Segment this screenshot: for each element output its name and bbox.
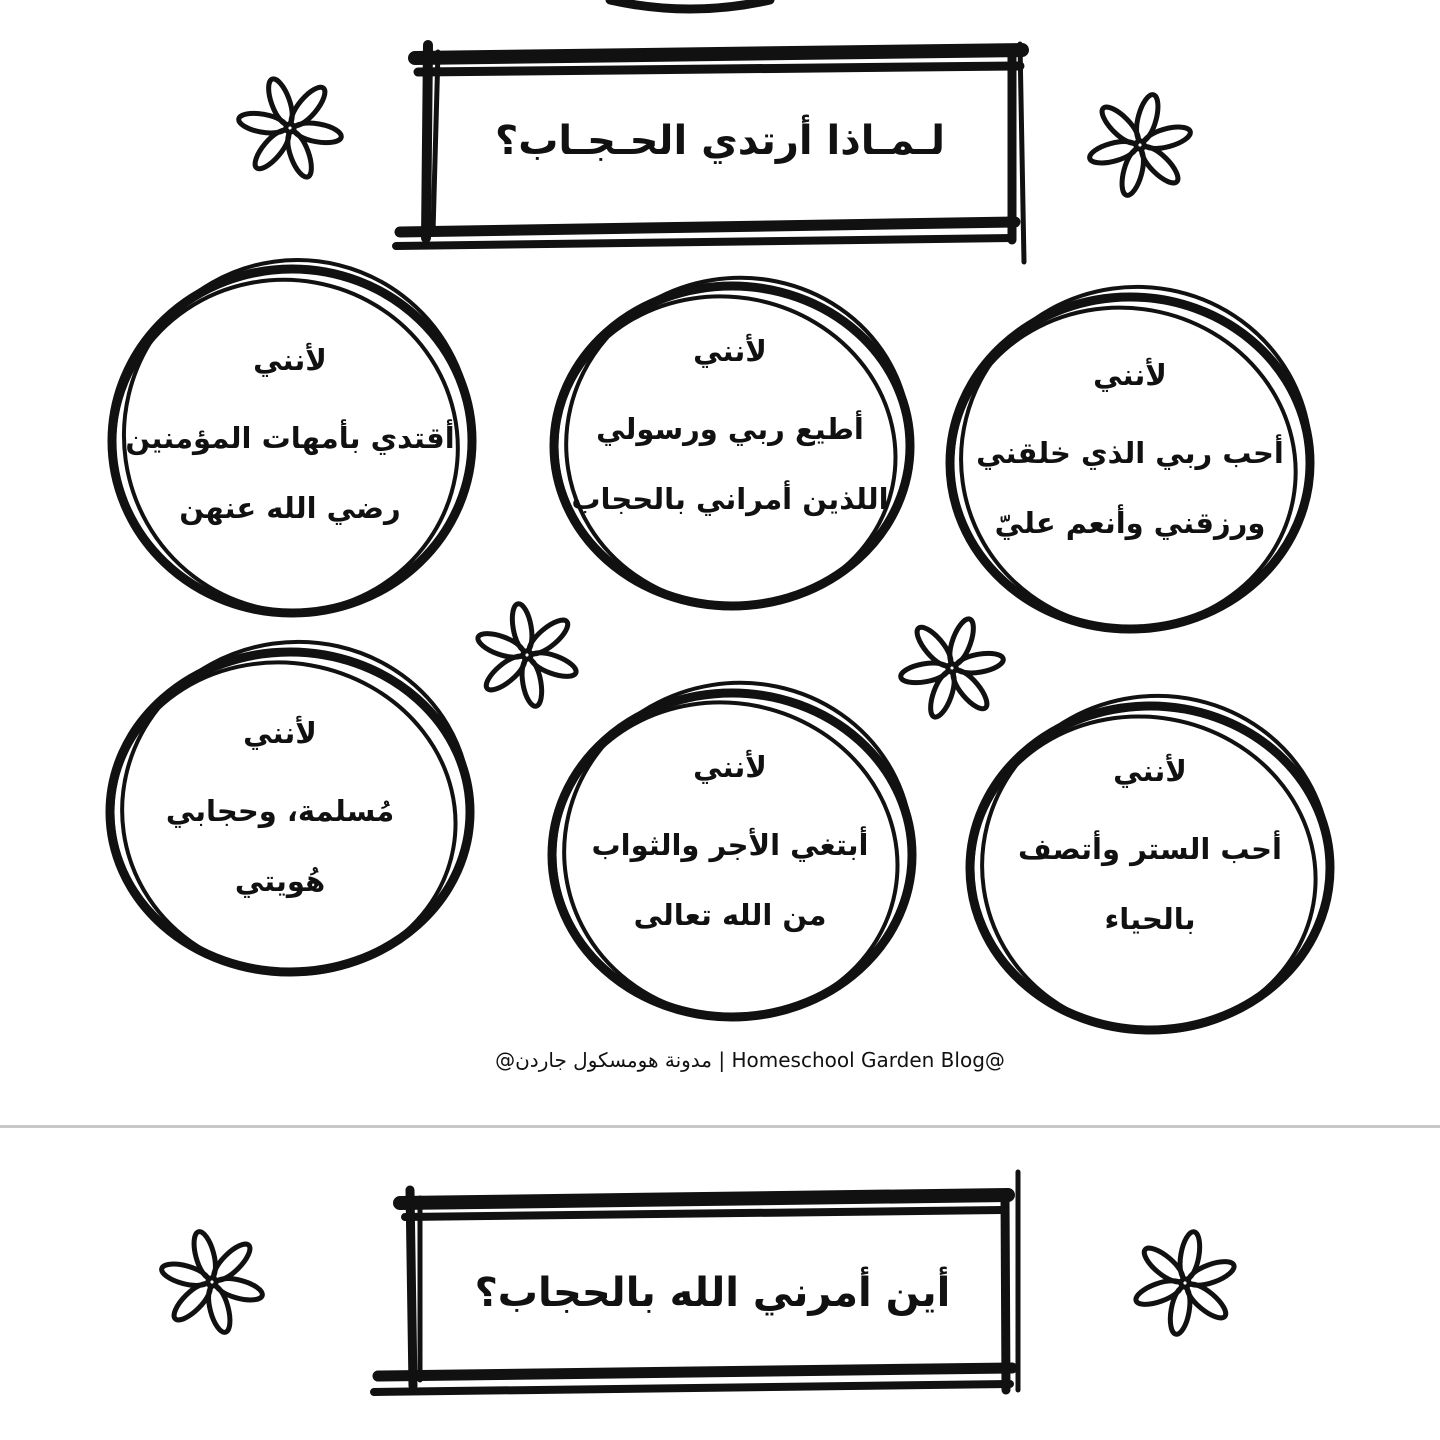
reason-line: من الله تعالى [633, 898, 827, 932]
page-title: لـمـاذا أرتدي الحـجـاب؟ [495, 118, 945, 164]
flower-doodle-icon [226, 62, 355, 194]
reason-line: أطيع ربي ورسولي [596, 412, 864, 446]
reason-line: رضي الله عنهن [179, 491, 401, 525]
reason-card-3 [120, 343, 460, 543]
section-title: أين أمرني الله بالحجاب؟ [474, 1270, 951, 1316]
flower-doodle-icon [469, 595, 585, 715]
reason-line: بالحياء [1104, 902, 1196, 936]
footer-credit: @مدونة هومسكول جاردن | Homeschool Garden Blog@ [495, 1048, 1005, 1072]
reason-card-6 [110, 716, 450, 916]
flower-doodle-icon [888, 602, 1017, 734]
reason-line: اللذين أمراني بالحجاب [571, 482, 889, 516]
reason-line: أحب الستر وأتصف [1018, 832, 1282, 866]
top-arc-doodle [610, 0, 770, 9]
flower-doodle-icon [1079, 82, 1202, 208]
section-divider [0, 1125, 1440, 1128]
flower-doodle-icon [151, 1219, 274, 1345]
reason-line: مُسلمة، وحجابي [165, 794, 395, 828]
reason-lead: لأنني [253, 343, 327, 377]
reason-card-1 [960, 358, 1300, 558]
flower-doodle-icon [1127, 1223, 1243, 1343]
reason-card-5 [555, 750, 905, 950]
reason-line: ورزقني وأنعم عليّ [994, 506, 1266, 540]
reason-lead: لأنني [693, 334, 767, 368]
reason-lead: لأنني [1113, 754, 1187, 788]
reason-lead: لأنني [693, 750, 767, 784]
reason-line: هُويتي [234, 864, 326, 898]
reason-lead: لأنني [1093, 358, 1167, 392]
reason-line: أحب ربي الذي خلقني [976, 436, 1284, 470]
reason-card-4 [980, 754, 1320, 954]
reason-card-2 [560, 334, 900, 534]
reason-lead: لأنني [243, 716, 317, 750]
reason-line: أقتدي بأمهات المؤمنين [125, 421, 455, 455]
reason-line: أبتغي الأجر والثواب [591, 828, 869, 862]
